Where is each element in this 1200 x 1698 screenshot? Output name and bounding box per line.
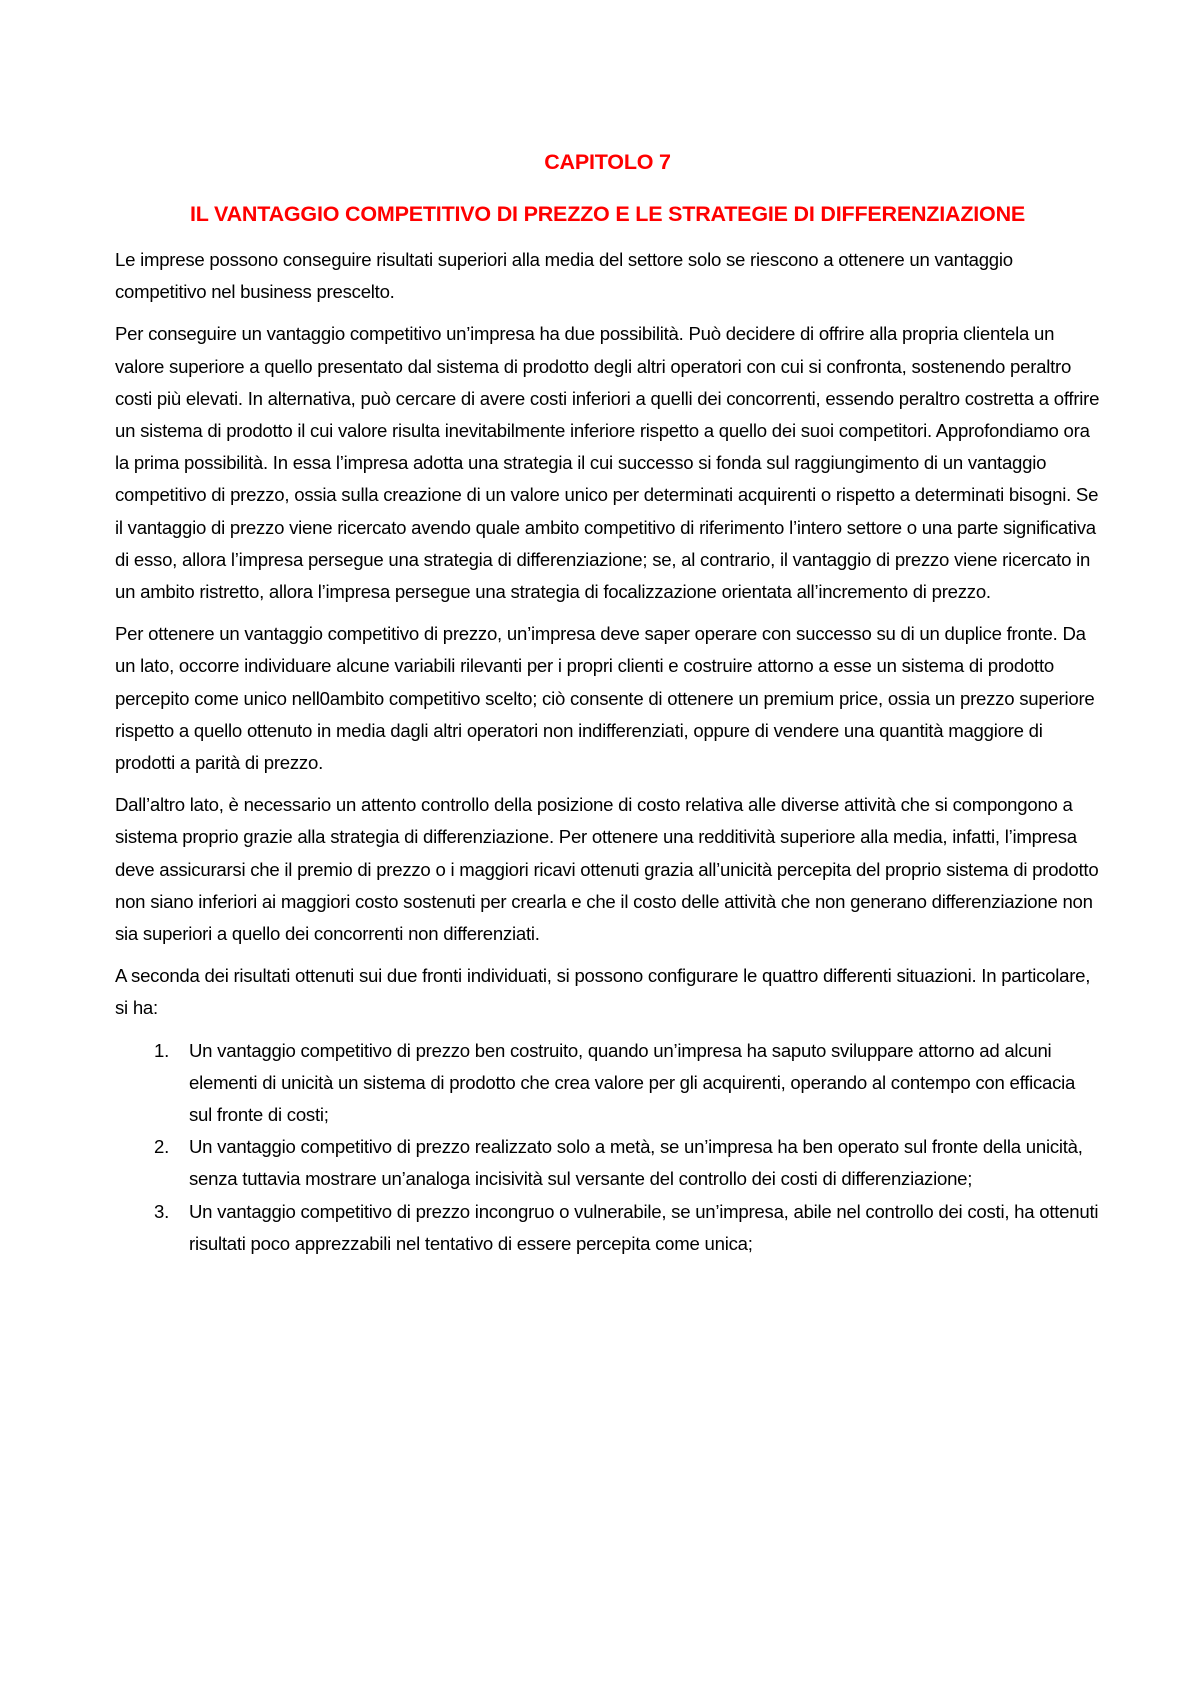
list-item-text: Un vantaggio competitivo di prezzo ben costruito, quando un’impresa ha saputo sviluppare attorno ad alcuni elementi di unicità un sistema di prodotto che crea valore per gli acquirenti, operando al contempo con efficacia sul fronte di costi;	[189, 1039, 1076, 1126]
list-item	[115, 1131, 1100, 1195]
chapter-subtitle: IL VANTAGGIO COMPETITIVO DI PREZZO E LE STRATEGIE DI DIFFERENZIAZIONE	[189, 202, 1026, 226]
paragraph-intro: Le imprese possono conseguire risultati superiori alla media del settore solo se riescono a ottenere un vantaggio competitivo nel business prescelto.	[115, 249, 1013, 303]
list-item-number: 1.	[153, 1039, 169, 1061]
paragraph-possibilities: Per conseguire un vantaggio competitivo un’impresa ha due possibilità. Può decidere di offrire alla propria clientela un valore superiore a quello presentato dal sistema di prodotto degli altri operatori con cui si confronta, sostenendo peraltro costi più elevati. In alternativa, può cercare di avere costi inferiori a quelli dei concorrenti, essendo peraltro costretta a offrire un sistema di prodotto il cui valore risulta inevitabilmente inferiore rispetto a quello dei suoi competitori. Approfondiamo ora la prima possibilità. In essa l’impresa adotta una strategia il cui successo si fonda sul raggiungimento di un vantaggio competitivo di prezzo, ossia sulla creazione di un valore unico per determinati acquirenti o rispetto a determinati bisogni. Se il vantaggio di prezzo viene ricercato avendo quale ambito competitivo di riferimento l’intero settore o una parte significativa di esso, allora l’impresa persegue una strategia di differenziazione; se, al contrario, il vantaggio di prezzo viene ricercato in un ambito ristretto, allora l’impresa persegue una strategia di focalizzazione orientata all’incremento di prezzo.	[115, 323, 1100, 603]
paragraph-cost-control: Dall’altro lato, è necessario un attento controllo della posizione di costo relativa alle diverse attività che si compongono a sistema proprio grazie alla strategia di differenziazione. Per ottenere una redditività superiore alla media, infatti, l’impresa deve assicurarsi che il premio di prezzo o i maggiori ricavi ottenuti grazia all’unicità percepita del proprio sistema di prodotto non siano inferiori ai maggiori costo sostenuti per crearla e che il costo delle attività che non generano differenziazione non sia superiori a quello dei concorrenti non differenziati.	[115, 794, 1099, 945]
situations-list	[115, 1035, 1100, 1260]
list-item-text: Un vantaggio competitivo di prezzo incongruo o vulnerabile, se un’impresa, abile nel controllo dei costi, ha ottenuti risultati poco apprezzabili nel tentativo di essere percepita come unica;	[189, 1200, 1099, 1254]
list-item	[115, 1035, 1100, 1132]
paragraph-price-advantage: Per ottenere un vantaggio competitivo di prezzo, un’impresa deve saper operare con successo su di un duplice fronte. Da un lato, occorre individuare alcune variabili rilevanti per i propri clienti e costruire attorno a esse un sistema di prodotto percepito come unico nell0ambito competitivo scelto; ciò consente di ottenere un premium price, ossia un prezzo superiore rispetto a quello ottenuto in media dagli altri operatori non indifferenziati, oppure di vendere una quantità maggiore di prodotti a parità di prezzo.	[115, 623, 1095, 774]
list-item	[115, 1196, 1100, 1260]
paragraph-situations: A seconda dei risultati ottenuti sui due fronti individuati, si possono configurare le quattro differenti situazioni. In particolare, si ha:	[115, 965, 1091, 1019]
list-item-number: 2.	[153, 1136, 169, 1158]
chapter-title: CAPITOLO 7	[544, 150, 671, 174]
list-item-number: 3.	[153, 1200, 169, 1222]
list-item-text: Un vantaggio competitivo di prezzo realizzato solo a metà, se un’impresa ha ben operato sul fronte della unicità, senza tuttavia mostrare un’analoga incisività sul versante del controllo dei costi di differenziazione;	[189, 1136, 1083, 1190]
